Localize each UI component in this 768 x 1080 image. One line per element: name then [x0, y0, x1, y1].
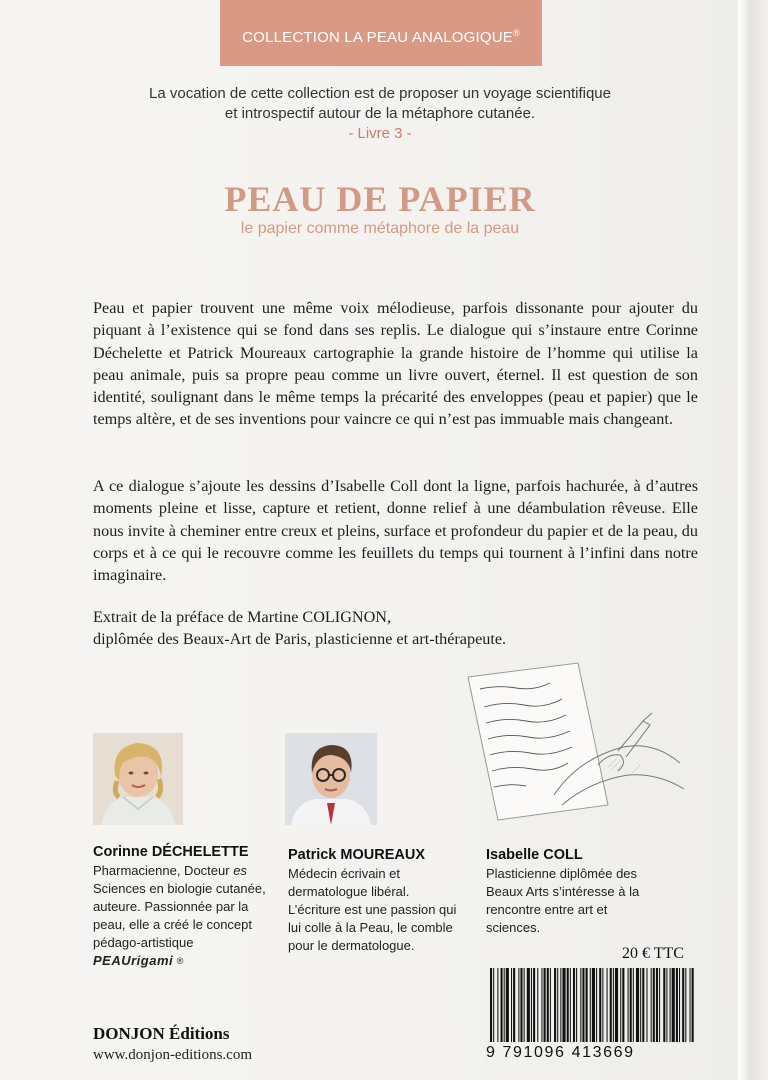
page-edge	[738, 0, 768, 1080]
collection-label: COLLECTION LA PEAU ANALOGIQUE	[242, 29, 514, 46]
author-name-coll: Isabelle COLL	[486, 847, 583, 863]
author-photo-dechelette	[93, 733, 183, 825]
preface-excerpt	[93, 606, 698, 651]
author-description-coll: Plasticienne diplômée des Beaux Arts s’intéresse à la rencontre entre art et sciences.	[486, 866, 640, 935]
author-bio-dechelette	[93, 843, 273, 970]
description-line-1: La vocation de cette collection est de proposer un voyage scientifique	[149, 85, 611, 102]
author-bio-moureaux	[288, 846, 458, 955]
book-title: PEAU DE PAPIER	[224, 179, 536, 219]
author-photo-moureaux	[285, 733, 377, 825]
collection-registered-mark: ®	[513, 28, 520, 38]
description-line-2: et introspectif autour de la métaphore cutanée.	[224, 105, 536, 122]
peaurigami-brand: PEAUrigami	[93, 953, 174, 968]
publisher-name: DONJON Éditions	[93, 1024, 230, 1043]
book-subtitle: le papier comme métaphore de la peau	[240, 220, 520, 237]
peaurigami-registered-mark: ®	[176, 956, 184, 966]
author-bio-coll	[486, 846, 656, 937]
barcode-bars	[486, 968, 696, 1042]
summary-paragraph-2: A ce dialogue s’ajoute les dessins d’Isabelle Coll dont la ligne, parfois hachurée, à d’autres moments pleine et lisse, capture et retient, donne relief à une déambulation rêveuse. Elle nous invite à cheminer entre creux et pleins, surface et profondeur du papier et de la peau, du corps et à ce qui le recouvre comme les feuillets du temps qui tournent à l’infini dans notre imaginaire.	[93, 477, 698, 585]
author-description-moureaux: Médecin écrivain et dermatologue libéral. L’écriture est une passion qui lui colle à la Peau, le comble pour le dermatologue.	[288, 866, 457, 953]
excerpt-line-2: diplômée des Beaux-Art de Paris, plasticienne et art-thérapeute.	[93, 630, 507, 649]
isbn-barcode	[486, 968, 696, 1068]
author-description-dechelette: Pharmacienne, Docteur es Sciences en biologie cutanée, auteure. Passionnée par la peau, elle a créé le concept pédago-artistique PEAUrigami ®	[93, 863, 266, 968]
hand-writing-sketch	[458, 655, 688, 825]
collection-banner	[220, 0, 542, 66]
excerpt-line-1: Extrait de la préface de Martine COLIGNON,	[93, 608, 391, 626]
isbn-number: 9 791096 413669	[486, 1044, 635, 1061]
publisher-website: www.donjon-editions.com	[93, 1047, 253, 1063]
author-name-moureaux: Patrick MOUREAUX	[288, 847, 425, 863]
author-name-dechelette: Corinne DÉCHELETTE	[93, 844, 249, 860]
price-label: 20 € TTC	[622, 945, 684, 962]
summary-paragraph-1: Peau et papier trouvent une même voix mélodieuse, parfois dissonante pour ajouter du piquant à l’existence qui se fond dans ses replis. Le dialogue qui s’instaure entre Corinne Déchelette et Patrick Moureaux cartographie la grande histoire de l’homme qui utilise la peau animale, puis sa propre peau comme un livre ouvert, éternel. Il est question de son identité, soulignant dans le même temps la précarité des enveloppes (peau et papier) que le temps altère, et de ses inventions pour vaincre ce qui n’est pas immuable mais changeant.	[93, 299, 698, 429]
volume-label: - Livre 3 -	[348, 125, 412, 142]
collection-description	[60, 84, 700, 144]
